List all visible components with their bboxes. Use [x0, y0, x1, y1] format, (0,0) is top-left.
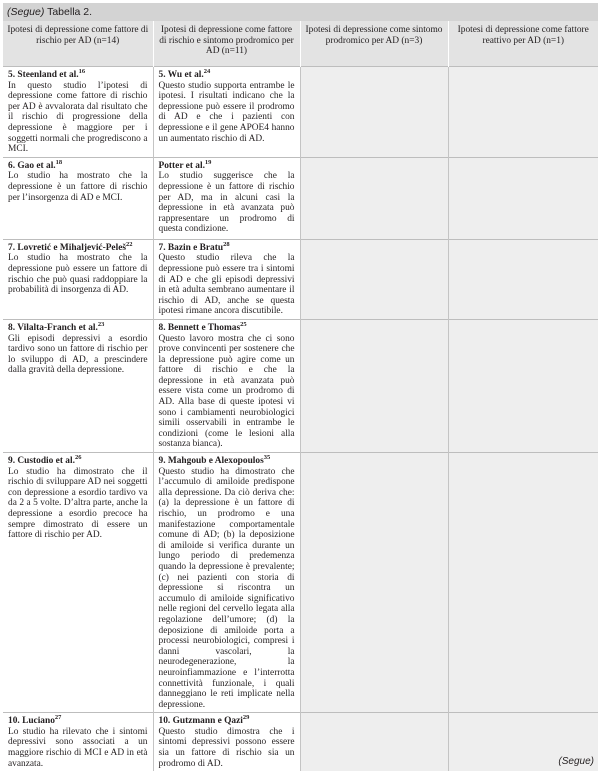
cell-risk-factor	[3, 67, 153, 158]
column-header-prodrome: Ipotesi di depressione come sintomo prodromico per AD (n=3)	[300, 21, 448, 67]
study-summary: Questo studio dimostra che i sintomi depressivi possono essere sia un fattore di rischio sia un prodromo di AD.	[158, 726, 295, 769]
hypotheses-table	[3, 21, 598, 771]
table-header-row	[3, 21, 598, 67]
study-title: 6. Gao et al.$^{18}$	[8, 158, 63, 171]
column-header-risk-factor: Ipotesi di depressione come fattore di rischio per AD (n=14)	[3, 21, 153, 67]
cell-reactive-empty	[448, 239, 598, 319]
study-summary: Lo studio ha mostrato che la depressione è un fattore di rischio per l’insorgenza di AD e MCI.	[8, 171, 148, 203]
study-summary: Lo studio ha rilevato che i sintomi depressivi sono associati a un maggiore rischio di MCI e AD in età avanzata.	[8, 726, 148, 769]
study-title: 9. Mahgoub e Alexopoulos$^{35}$	[158, 453, 271, 467]
cell-risk-factor	[3, 157, 153, 239]
cell-risk-and-prodrome	[153, 713, 300, 771]
table-row	[3, 67, 598, 158]
cell-risk-and-prodrome	[153, 157, 300, 239]
cell-risk-factor	[3, 453, 153, 713]
cell-risk-factor	[3, 713, 153, 771]
study-summary: Questo lavoro mostra che ci sono prove convincenti per sostenere che la depressione può agire come un fattore di rischio e che la depressione in età avanzata può essere vista come un prodromo di AD. Alla base di queste ipotesi vi sono i cambiamenti neurobiologici simili osservabili in entrambe le condizioni (come le lesioni alla sostanza bianca).	[158, 333, 295, 450]
cell-prodrome-empty	[300, 453, 448, 713]
cell-prodrome-empty	[300, 157, 448, 239]
table-row	[3, 319, 598, 452]
study-title: 8. Bennett e Thomas$^{25}$	[158, 320, 247, 333]
cell-reactive-empty	[448, 319, 598, 452]
study-summary: Gli episodi depressivi a esordio tardivo sono un fattore di rischio per lo sviluppo di AD, a prescindere dalla gravità della depressione.	[8, 333, 148, 376]
study-title: 10. Luciano$^{27}$	[8, 714, 62, 727]
cell-reactive-empty	[448, 453, 598, 713]
study-summary: Lo studio ha mostrato che la depressione può essere un fattore di rischio che può quasi raddoppiare la probabilità di insorgenza di AD.	[8, 253, 148, 296]
cell-prodrome-empty	[300, 239, 448, 319]
cell-prodrome-empty	[300, 713, 448, 771]
continued-footer: (Segue)	[558, 756, 594, 767]
study-title: 8. Vilalta-Franch et al.$^{23}$	[8, 320, 105, 333]
table-row	[3, 713, 598, 771]
study-summary: Questo studio rileva che la depressione può essere tra i sintomi di AD e che gli episodi depressivi in età adulta sembrano aumentare il rischio di AD, anche se questa ipotesi rimane ancora discutibile.	[158, 253, 295, 317]
study-summary: Questo studio supporta entrambe le ipotesi. I risultati indicano che la depressione può essere il prodromo di AD e che i pazienti con depressione e il gene APOE4 hanno un aumentato rischio di AD.	[158, 80, 295, 144]
cell-prodrome-empty	[300, 67, 448, 158]
cell-risk-and-prodrome	[153, 453, 300, 713]
table-row	[3, 453, 598, 713]
study-title: 7. Lovretić e Mihaljević-Peleš$^{22}$	[8, 240, 133, 253]
table-row	[3, 239, 598, 319]
study-title: 5. Wu et al.$^{24}$	[158, 67, 211, 80]
study-title: 10. Gutzmann e Qazi$^{29}$	[158, 714, 250, 727]
column-header-reactive: Ipotesi di depressione come fattore reattivo per AD (n=1)	[448, 21, 598, 67]
table-caption	[3, 3, 598, 21]
cell-risk-and-prodrome	[153, 67, 300, 158]
study-title: Potter et al.$^{19}$	[158, 158, 212, 171]
cell-reactive-empty	[448, 67, 598, 158]
cell-risk-factor	[3, 319, 153, 452]
study-summary: Lo studio suggerisce che la depressione è un fattore di rischio per AD, ma in alcuni casi la depressione in età avanzata può rappresentare un prodromo di questa condizione.	[158, 171, 295, 235]
study-summary: In questo studio l’ipotesi di depressione come fattore di rischio per AD è avvalorata dal risultato che il rischio di progressione della depressione è maggiore per i soggetti normali che progrediscono a MCI.	[8, 80, 148, 155]
column-header-risk-and-prodrome: Ipotesi di depressione come fattore di rischio e sintomo prodromico per AD (n=11)	[153, 21, 300, 67]
study-title: 5. Steenland et al.$^{16}$	[8, 67, 86, 80]
cell-risk-and-prodrome	[153, 319, 300, 452]
cell-risk-and-prodrome	[153, 239, 300, 319]
study-title: 7. Bazin e Bratu$^{28}$	[158, 240, 230, 253]
cell-risk-factor	[3, 239, 153, 319]
cell-prodrome-empty	[300, 319, 448, 452]
study-summary: Lo studio ha dimostrato che il rischio di sviluppare AD nei soggetti con depressione a esordio tardivo va da 2 a 5 volte. D’altra parte, anche la depressione a esordio precoce ha sempre dimostrato di essere un fattore di rischio per AD.	[8, 466, 148, 541]
caption-continued-label: (Segue)	[7, 6, 45, 18]
study-title: 9. Custodio et al.$^{26}$	[8, 453, 82, 467]
cell-reactive-empty	[448, 157, 598, 239]
table-row	[3, 157, 598, 239]
study-summary: Questo studio ha dimostrato che l’accumulo di amiloide predispone alla depressione. Da ciò deriva che: (a) la depressione è un fattore di rischio, un prodromo e una manifestazione comportamentale comune di AD; (b) la deposizione di amiloide si verifica durante un lungo periodo di predemenza quando la depressione è prevalente; (c) nei pazienti con storia di depressione si riscontra un accumulo di amiloide significativo nelle regioni del cervello legata alla regolazione dell’umore; (d) la deposizione di amiloide porta a processi neurobiologici, compresi i danni vascolari, la neurodegenerazione, la neuroinfiammazione e l’interrotta connettività funzionale, i quali danneggiano le reti implicate nella depressione.	[158, 466, 295, 710]
caption-title: Tabella 2.	[47, 6, 93, 18]
